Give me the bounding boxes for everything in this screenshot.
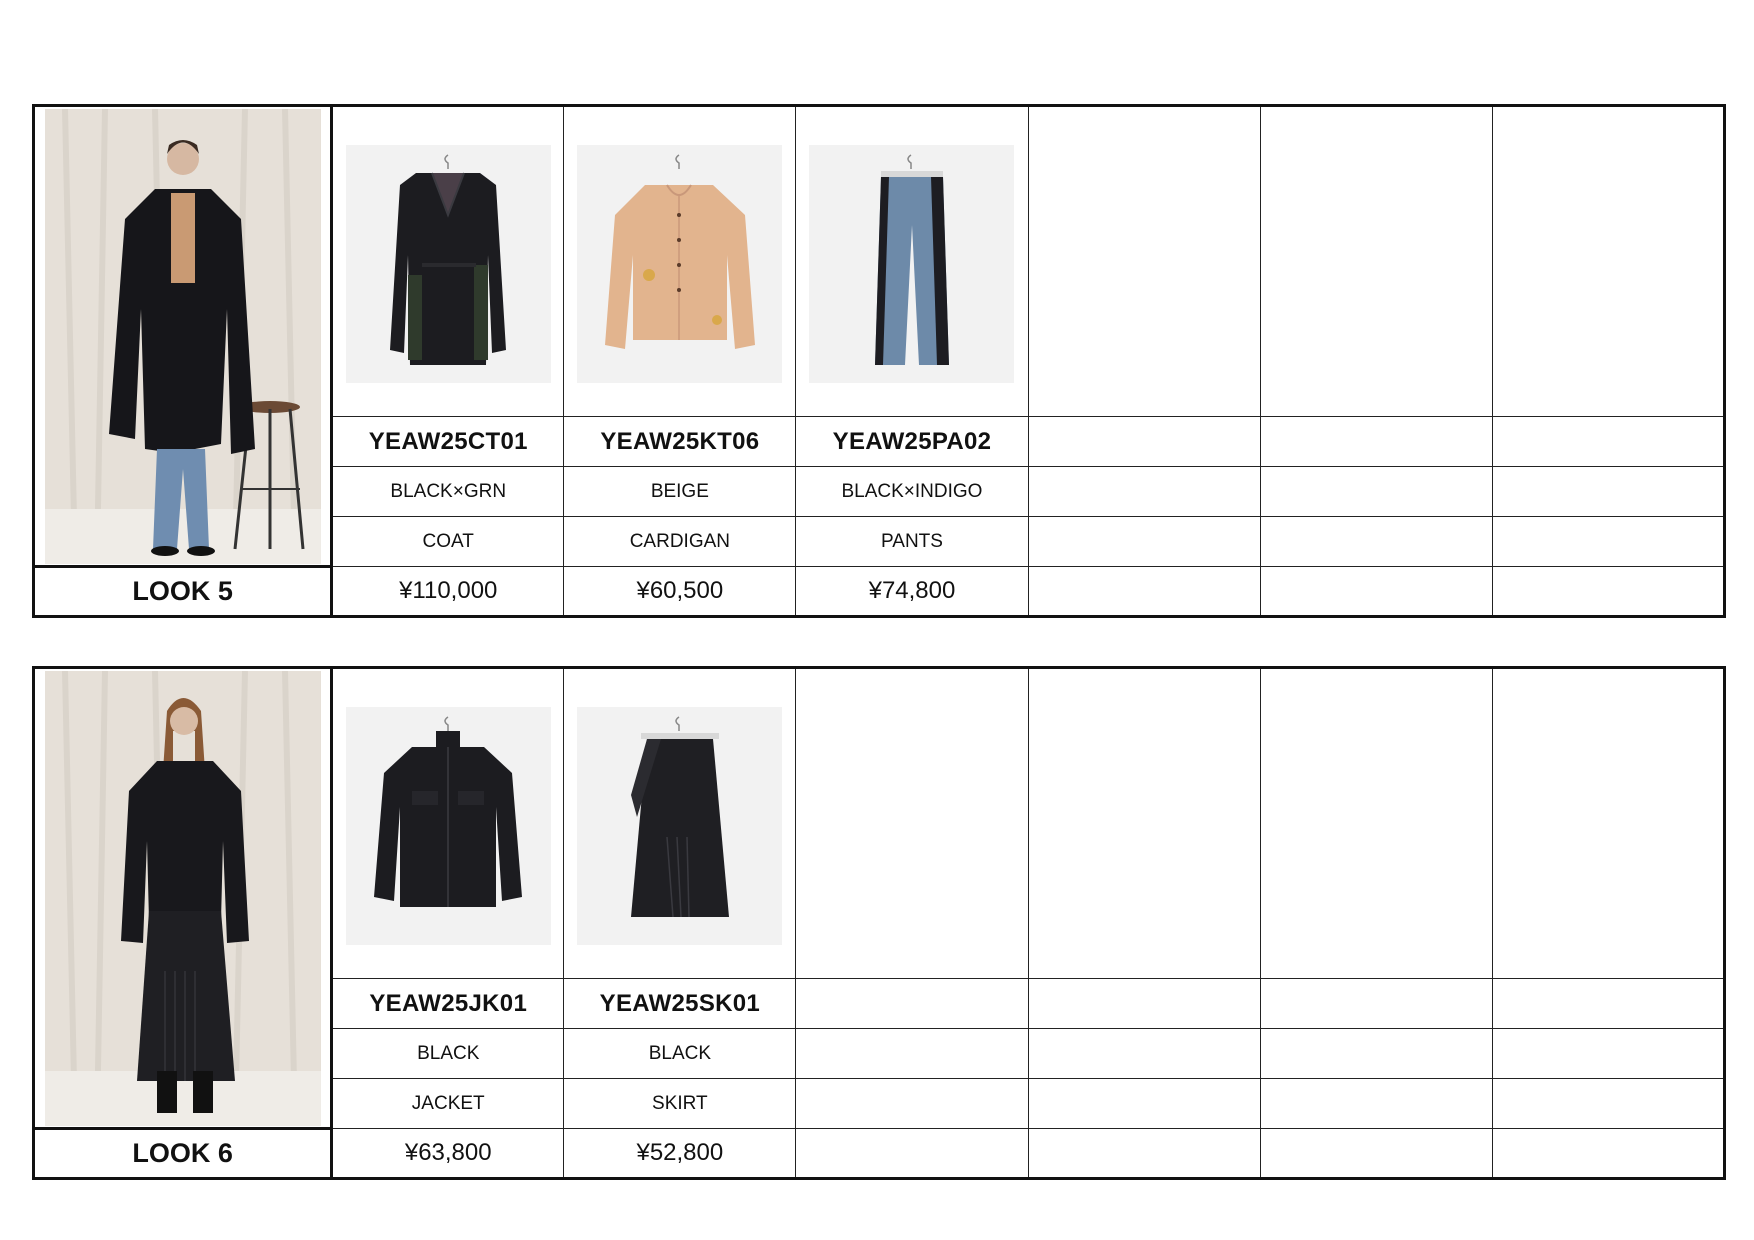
empty-cell bbox=[1492, 979, 1724, 1029]
empty-cell bbox=[1260, 467, 1492, 517]
item-color: BLACK×INDIGO bbox=[796, 467, 1028, 517]
item-price: ¥52,800 bbox=[564, 1129, 796, 1179]
empty-cell bbox=[796, 1079, 1028, 1129]
empty-cell bbox=[1260, 1079, 1492, 1129]
empty-cell bbox=[1028, 1079, 1260, 1129]
model-photo-cell bbox=[34, 668, 332, 1129]
empty-cell bbox=[1028, 567, 1260, 617]
look-label: LOOK 5 bbox=[34, 567, 332, 617]
empty-cell bbox=[1260, 1029, 1492, 1079]
empty-cell bbox=[796, 1029, 1028, 1079]
empty-photo-cell bbox=[1260, 106, 1492, 417]
model-photo-look-6 bbox=[45, 671, 321, 1126]
item-category: JACKET bbox=[332, 1079, 564, 1129]
empty-photo-cell bbox=[796, 668, 1028, 979]
item-photo-cell bbox=[332, 106, 564, 417]
cardigan-image bbox=[577, 145, 782, 383]
empty-cell bbox=[1492, 517, 1724, 567]
item-category: COAT bbox=[332, 517, 564, 567]
empty-cell bbox=[1260, 567, 1492, 617]
empty-cell bbox=[1028, 979, 1260, 1029]
empty-cell bbox=[1028, 417, 1260, 467]
empty-photo-cell bbox=[1260, 668, 1492, 979]
empty-cell bbox=[796, 979, 1028, 1029]
item-color: BLACK bbox=[564, 1029, 796, 1079]
empty-cell bbox=[1260, 979, 1492, 1029]
item-photo-cell bbox=[564, 668, 796, 979]
empty-photo-cell bbox=[1028, 106, 1260, 417]
pants-image bbox=[809, 145, 1014, 383]
empty-cell bbox=[1492, 417, 1724, 467]
item-category: PANTS bbox=[796, 517, 1028, 567]
item-price: ¥74,800 bbox=[796, 567, 1028, 617]
item-code: YEAW25PA02 bbox=[796, 417, 1028, 467]
item-price: ¥110,000 bbox=[332, 567, 564, 617]
empty-cell bbox=[796, 1129, 1028, 1179]
model-photo-cell bbox=[34, 106, 332, 567]
empty-cell bbox=[1492, 467, 1724, 517]
skirt-image bbox=[577, 707, 782, 945]
empty-cell bbox=[1492, 1029, 1724, 1079]
empty-cell bbox=[1260, 1129, 1492, 1179]
empty-cell bbox=[1492, 1079, 1724, 1129]
empty-cell bbox=[1260, 417, 1492, 467]
empty-cell bbox=[1028, 1029, 1260, 1079]
item-price: ¥63,800 bbox=[332, 1129, 564, 1179]
item-code: YEAW25CT01 bbox=[332, 417, 564, 467]
item-photo-cell bbox=[332, 668, 564, 979]
look-label: LOOK 6 bbox=[34, 1129, 332, 1179]
empty-cell bbox=[1028, 1129, 1260, 1179]
look-table-6 bbox=[32, 666, 1726, 1180]
item-category: CARDIGAN bbox=[564, 517, 796, 567]
empty-photo-cell bbox=[1492, 668, 1724, 979]
empty-cell bbox=[1028, 467, 1260, 517]
item-code: YEAW25KT06 bbox=[564, 417, 796, 467]
item-color: BLACK×GRN bbox=[332, 467, 564, 517]
empty-photo-cell bbox=[1492, 106, 1724, 417]
item-color: BEIGE bbox=[564, 467, 796, 517]
item-code: YEAW25SK01 bbox=[564, 979, 796, 1029]
item-price: ¥60,500 bbox=[564, 567, 796, 617]
coat-image bbox=[346, 145, 551, 383]
item-photo-cell bbox=[564, 106, 796, 417]
empty-cell bbox=[1028, 517, 1260, 567]
empty-photo-cell bbox=[1028, 668, 1260, 979]
empty-cell bbox=[1492, 567, 1724, 617]
item-photo-cell bbox=[796, 106, 1028, 417]
empty-cell bbox=[1492, 1129, 1724, 1179]
item-color: BLACK bbox=[332, 1029, 564, 1079]
item-category: SKIRT bbox=[564, 1079, 796, 1129]
look-table-5 bbox=[32, 104, 1726, 618]
jacket-image bbox=[346, 707, 551, 945]
item-code: YEAW25JK01 bbox=[332, 979, 564, 1029]
empty-cell bbox=[1260, 517, 1492, 567]
model-photo-look-5 bbox=[45, 109, 321, 564]
